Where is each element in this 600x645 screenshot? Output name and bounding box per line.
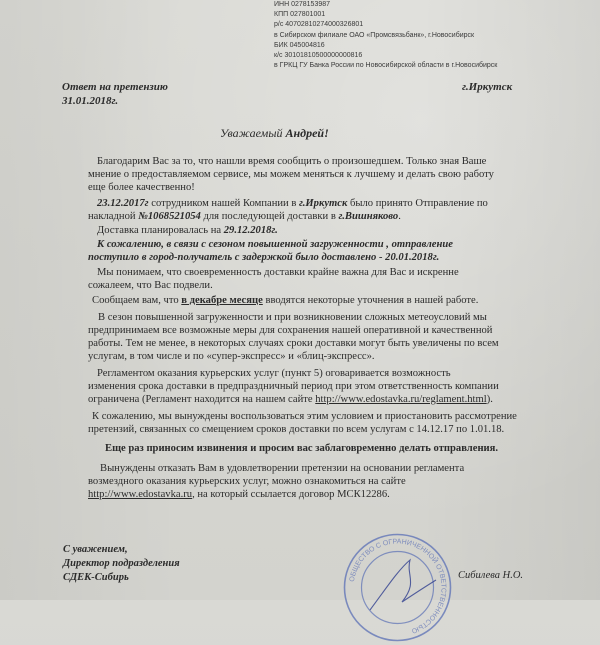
signer-position: Директор подразделения bbox=[63, 558, 180, 569]
paragraph-apology-line2: сожалеем, что Вас подвели. bbox=[88, 280, 213, 291]
text-fragment: накладной bbox=[88, 211, 139, 222]
reglament-link[interactable]: http://www.edostavka.ru/reglament.html bbox=[315, 394, 487, 405]
paragraph-regulation-line1: Регламентом оказания курьерских услуг (пункт 5) оговаривается возможность bbox=[97, 368, 451, 379]
answer-title: Ответ на претензию bbox=[62, 81, 168, 93]
site-link[interactable]: http://www.edostavka.ru bbox=[88, 489, 193, 500]
paragraph-season-line2: предпринимаем все возможные меры для сохранения нашей оперативной и качественной bbox=[88, 325, 493, 336]
paragraph-refusal-line3 bbox=[88, 488, 390, 501]
text-fragment: ограничена (Регламент находится на нашем сайте bbox=[88, 394, 316, 405]
paragraph-season-line1: В сезон повышенной загруженности и при возникновении сложных метеоусловий мы bbox=[98, 312, 487, 323]
paragraph-thanks-line1: Благодарим Вас за то, что нашли время сообщить о произошедшем. Только зная Ваше bbox=[97, 156, 487, 167]
december-emphasis: в декабре месяце bbox=[181, 295, 263, 306]
greeting-prefix: Уважаемый bbox=[220, 126, 286, 140]
paragraph-season-line3: работы. Тем не менее, в некоторых случаях сроки доставки могут быть увеличены по всем bbox=[88, 338, 499, 349]
paragraph-regulation-line3 bbox=[88, 393, 493, 406]
stamp-ring-text: ОБЩЕСТВО С ОГРАНИЧЕННОЙ ОТВЕТСТВЕННОСТЬЮ bbox=[348, 538, 447, 635]
greeting bbox=[220, 126, 329, 141]
text-fragment: для последующей доставки в bbox=[200, 211, 339, 222]
bank-details bbox=[274, 0, 574, 71]
paragraph-shipment-line2 bbox=[88, 210, 401, 223]
paragraph-thanks-line2: мнение о предоставляемом сервисе, мы можем меняться к лучшему и делать свою работу bbox=[88, 169, 494, 180]
paragraph-apology-line1: Мы понимаем, что своевременность доставки крайне важна для Вас и искренне bbox=[97, 267, 459, 278]
bank-line-branch: в Сибирском филиале ОАО «Промсвязьбанк», г.Новосибирск bbox=[274, 31, 475, 39]
answer-reference bbox=[62, 80, 168, 108]
signer-company: СДЕК-Сибирь bbox=[63, 572, 129, 583]
letter-city: г.Иркутск bbox=[462, 81, 513, 93]
paragraph-refusal-line2: возмездного оказания курьерских услуг, можно ознакомиться на сайте bbox=[88, 476, 406, 487]
paragraph-planned-delivery bbox=[97, 224, 278, 237]
answer-date: 31.01.2018г. bbox=[62, 95, 119, 107]
paragraph-shipment-line1 bbox=[97, 197, 488, 210]
text-fragment: было принято Отправление по bbox=[347, 198, 488, 209]
bank-line-inn: ИНН 0278153987 bbox=[274, 1, 331, 8]
paragraph-suspend-line1: К сожалению, мы вынуждены воспользоваться этим условием и приостановить рассмотрение bbox=[92, 411, 517, 422]
closing-phrase: С уважением, bbox=[63, 544, 128, 555]
text-fragment: ). bbox=[486, 394, 493, 405]
text-fragment: Сообщаем вам, что bbox=[92, 295, 182, 306]
planned-date: 29.12.2018г. bbox=[223, 225, 278, 236]
text-fragment: вводятся некоторые уточнения в нашей работе. bbox=[262, 295, 479, 306]
shipment-date: 23.12.2017г bbox=[97, 198, 149, 209]
paragraph-delay-line1: К сожалению, в связи с сезоном повышенной загруженности , отправление bbox=[97, 239, 453, 250]
bank-line-corr-account: к/с 30101810500000000816 bbox=[274, 52, 363, 60]
greeting-name: Андрей! bbox=[285, 126, 329, 140]
signature-scribble bbox=[370, 560, 436, 610]
text-fragment: Доставка планировалась на bbox=[97, 225, 224, 236]
destination-city: г.Вишняково bbox=[338, 211, 399, 222]
waybill-number: №1068521054 bbox=[138, 211, 201, 222]
paragraph-thanks-line3: еще более качественно! bbox=[88, 182, 195, 193]
svg-text:ОБЩЕСТВО С ОГРАНИЧЕННОЙ ОТВЕТС bbox=[349, 538, 447, 634]
text-fragment: . bbox=[398, 211, 401, 222]
paragraph-delay-line2: поступило в город-получатель с задержкой было доставлено - 20.01.2018г. bbox=[88, 252, 440, 263]
signer-name: Сибилева Н.О. bbox=[458, 570, 524, 581]
text-fragment: сотрудником нашей Компании в bbox=[148, 198, 299, 209]
bank-line-bik: БИК 045004816 bbox=[274, 41, 325, 49]
paragraph-suspend-line2: претензий, связанных со смещением сроков доставки по всем услугам с 14.12.17 по 1.01.18. bbox=[88, 424, 505, 435]
bank-line-grkc: в ГРКЦ ГУ Банка России по Новосибирской области в г.Новосибирск bbox=[274, 62, 498, 70]
bank-line-account: р/с 40702810274000326801 bbox=[274, 21, 364, 29]
paragraph-season-line4: услугам, в том числе и по «супер-экспресс» и «блиц-экспресс». bbox=[88, 351, 375, 362]
paragraph-regulation-line2: изменения срока доставки в предпраздничный период при этом ответственность компании bbox=[88, 381, 499, 392]
shipment-origin-city: г.Иркутск bbox=[299, 198, 348, 209]
signature-block bbox=[63, 543, 180, 585]
bank-line-kpp: КПП 027801001 bbox=[274, 11, 326, 19]
text-fragment: , на который ссылается договор МСК12286. bbox=[192, 489, 390, 500]
paragraph-apology-bold: Еще раз приносим извинения и просим вас заблаговременно делать отправления. bbox=[105, 443, 499, 454]
paragraph-december bbox=[92, 294, 478, 307]
paragraph-refusal-line1: Вынуждены отказать Вам в удовлетворении претензии на основании регламента bbox=[100, 463, 465, 474]
company-stamp bbox=[340, 530, 455, 645]
